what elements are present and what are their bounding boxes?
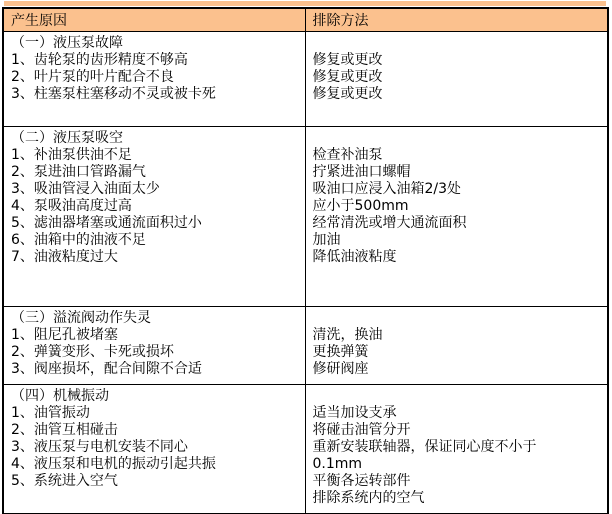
section-row-3 — [3, 307, 608, 385]
cell-line: （四）机械振动 — [11, 388, 109, 404]
cell-line: 3、阀座损坏，配合间隙不合适 — [11, 361, 202, 377]
cell-line — [4, 103, 305, 120]
cell-line: 3、液压泵与电机安装不同心 — [11, 439, 188, 455]
cell-line: （一）液压泵故障 — [11, 35, 123, 51]
cell-line: 应小于500mm — [312, 198, 409, 214]
remedy-cell-section-3 — [305, 307, 608, 385]
cell-line: 将碰击油管分开 — [312, 422, 411, 438]
cell-line: 修复或更改 — [312, 69, 383, 85]
cell-line: 降低油液粘度 — [312, 249, 397, 265]
cause-cell-section-2 — [3, 127, 305, 307]
cell-line: 4、泵吸油高度过高 — [11, 198, 132, 214]
cell-line: 加油 — [312, 232, 341, 248]
cell-line: 1、油管振动 — [11, 405, 90, 421]
cell-line: （二）液压泵吸空 — [11, 130, 123, 146]
cell-line: 4、液压泵和电机的振动引起共振 — [11, 456, 216, 472]
cell-line: 6、油箱中的油液不足 — [11, 232, 146, 248]
cell-line: 2、弹簧变形、卡死或损坏 — [11, 344, 174, 360]
cell-line: （三）溢流阀动作失灵 — [11, 310, 151, 326]
cell-line — [306, 35, 608, 52]
remedy-cell-section-4 — [305, 385, 608, 514]
remedy-cell-section-2 — [305, 127, 608, 307]
cell-line: 1、阻尼孔被堵塞 — [11, 327, 118, 343]
column-header-remedy: 排除方法 — [305, 8, 608, 32]
cell-line: 清洗，换油 — [312, 327, 383, 343]
cell-line: 更换弹簧 — [312, 344, 369, 360]
table-header-row — [3, 8, 608, 32]
cell-line: 排除系统内的空气 — [312, 490, 425, 506]
cell-line: 2、叶片泵的叶片配合不良 — [11, 69, 174, 85]
cell-line — [306, 388, 608, 405]
cell-line: 0.1mm — [312, 456, 363, 472]
cell-line: 拧紧进油口螺帽 — [312, 164, 411, 180]
cell-line: 1、齿轮泵的齿形精度不够高 — [11, 52, 188, 68]
cell-line — [306, 130, 608, 147]
remedy-cell-section-1 — [305, 32, 608, 127]
cell-line — [4, 266, 305, 283]
top-accent-strip — [4, 1, 606, 6]
cell-line: 7、油液粘度过大 — [11, 249, 118, 265]
section-row-4 — [3, 385, 608, 514]
cell-line: 3、柱塞泵柱塞移动不灵或被卡死 — [11, 86, 216, 102]
cell-line: 平衡各运转部件 — [312, 473, 411, 489]
cell-line — [4, 283, 305, 300]
cause-cell-section-4 — [3, 385, 305, 514]
cell-line: 5、系统进入空气 — [11, 473, 118, 489]
cell-line: 修研阀座 — [312, 361, 369, 377]
cell-line: 3、吸油管浸入油面太少 — [11, 181, 160, 197]
cell-line: 1、补油泵供油不足 — [11, 147, 132, 163]
cell-line — [306, 310, 608, 327]
cell-line: 修复或更改 — [312, 86, 383, 102]
cell-line: 2、泵进油口管路漏气 — [11, 164, 146, 180]
cell-line: 适当加设支承 — [312, 405, 397, 421]
section-row-2 — [3, 127, 608, 307]
cell-line: 5、滤油器堵塞或通流面积过小 — [11, 215, 202, 231]
cause-cell-section-3 — [3, 307, 305, 385]
cell-line: 经常清洗或增大通流面积 — [312, 215, 467, 231]
cause-cell-section-1 — [3, 32, 305, 127]
column-header-cause: 产生原因 — [3, 8, 305, 32]
cell-line: 吸油口应浸入油箱2/3处 — [312, 181, 462, 197]
troubleshooting-table — [2, 7, 609, 514]
cell-line: 2、油管互相碰击 — [11, 422, 118, 438]
cell-line: 修复或更改 — [312, 52, 383, 68]
cell-line: 重新安装联轴器，保证同心度不小于 — [312, 439, 537, 455]
cell-line: 检查补油泵 — [312, 147, 383, 163]
section-row-1 — [3, 32, 608, 127]
